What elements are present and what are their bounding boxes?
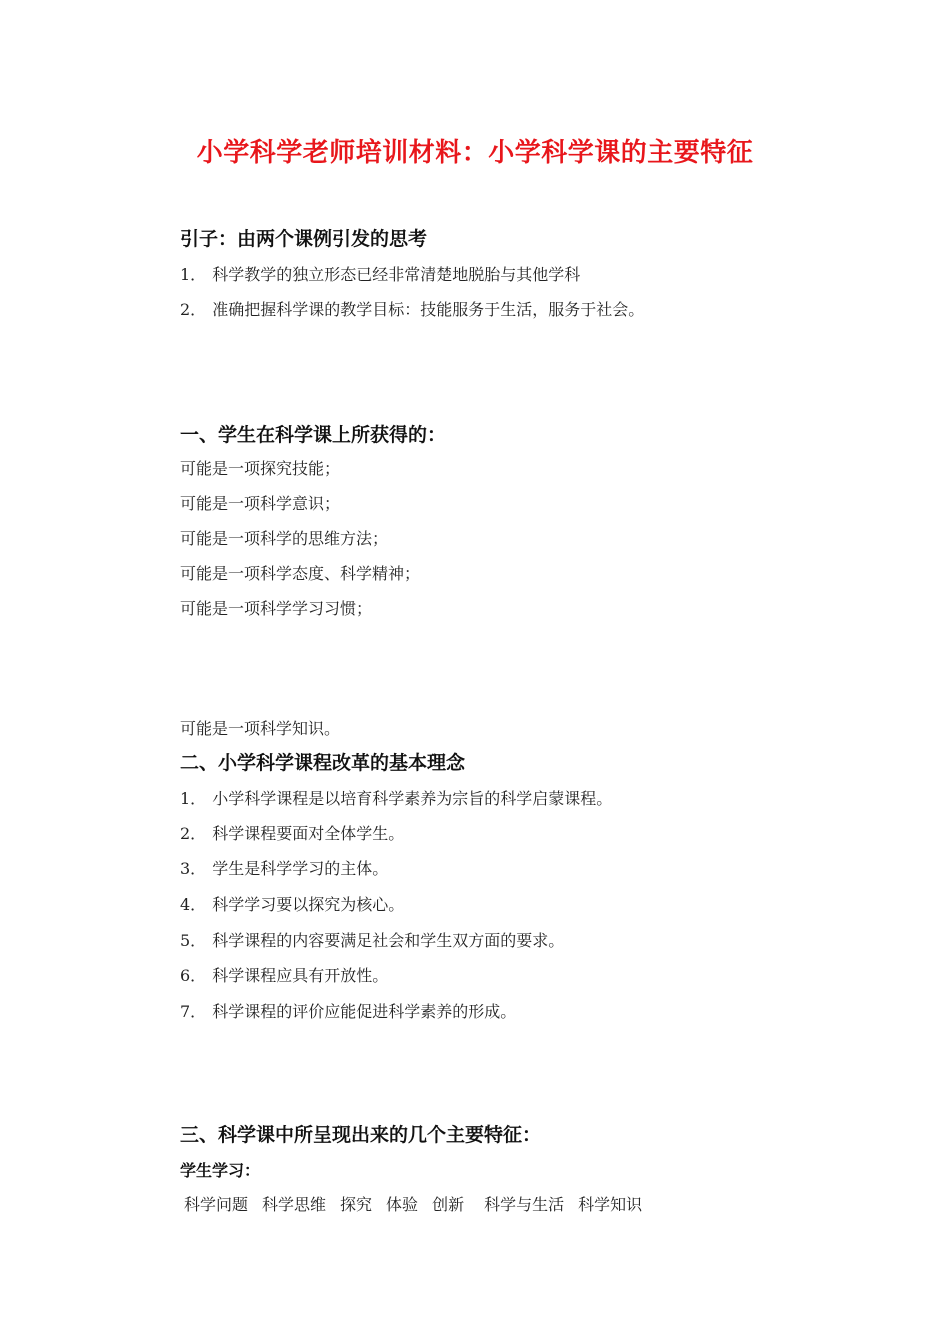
section2-item-text: 学生是科学学习的主体。 — [212, 859, 389, 878]
section2-item-text: 科学课程的评价应能促进科学素养的形成。 — [212, 1002, 517, 1021]
section1-item: 可能是一项科学态度、科学精神； — [180, 564, 421, 583]
intro-item-2-text: 准确把握科学课的教学目标：技能服务于生活，服务于社会。 — [212, 300, 645, 319]
section2-item-number: 1． — [180, 789, 207, 808]
keyword: 体验 — [386, 1195, 419, 1214]
section1-item: 可能是一项科学的思维方法； — [180, 529, 389, 548]
section2-item-number: 7． — [180, 1002, 207, 1021]
section3-subheading: 学生学习： — [180, 1161, 261, 1180]
keyword-list — [184, 1192, 656, 1215]
section1-item: 可能是一项科学意识； — [180, 494, 341, 513]
section2-item — [180, 928, 564, 951]
section2-item-number: 3． — [180, 859, 207, 878]
section2-item-text: 科学课程要面对全体学生。 — [212, 824, 405, 843]
section2-item-number: 6． — [180, 966, 207, 985]
intro-item-1-number: 1． — [180, 265, 207, 284]
intro-item-1 — [180, 262, 580, 285]
section2-item — [180, 786, 612, 809]
section2-item — [180, 821, 404, 844]
section2-item-number: 5． — [180, 931, 207, 950]
section2-item — [180, 999, 516, 1022]
section2-item-text: 小学科学课程是以培育科学素养为宗旨的科学启蒙课程。 — [212, 789, 613, 808]
keyword: 科学知识 — [578, 1195, 643, 1214]
keyword: 创新 — [432, 1195, 465, 1214]
keyword: 科学与生活 — [484, 1195, 565, 1214]
section2-item-text: 科学课程的内容要满足社会和学生双方面的要求。 — [212, 931, 565, 950]
section2-heading: 二、小学科学课程改革的基本理念 — [180, 752, 466, 774]
section2-item — [180, 963, 388, 986]
section1-heading: 一、学生在科学课上所获得的： — [180, 424, 447, 446]
section1-item: 可能是一项探究技能； — [180, 459, 341, 478]
intro-heading: 引子：由两个课例引发的思考 — [180, 228, 428, 250]
section2-item — [180, 892, 404, 915]
section2-item-text: 科学课程应具有开放性。 — [212, 966, 389, 985]
section2-item-number: 4． — [180, 895, 207, 914]
section2-item-number: 2． — [180, 824, 207, 843]
section2-item — [180, 856, 388, 879]
intro-item-2 — [180, 297, 644, 320]
document-title: 小学科学老师培训材料：小学科学课的主要特征 — [196, 138, 754, 168]
intro-item-2-number: 2． — [180, 300, 207, 319]
intro-item-1-text: 科学教学的独立形态已经非常清楚地脱胎与其他学科 — [212, 265, 581, 284]
section1-last-item: 可能是一项科学知识。 — [180, 719, 341, 738]
section3-heading: 三、科学课中所呈现出来的几个主要特征： — [180, 1124, 542, 1146]
keyword: 探究 — [340, 1195, 373, 1214]
section2-item-text: 科学学习要以探究为核心。 — [212, 895, 405, 914]
section1-item: 可能是一项科学学习习惯； — [180, 599, 373, 618]
keyword: 科学思维 — [262, 1195, 327, 1214]
keyword: 科学问题 — [184, 1195, 249, 1214]
